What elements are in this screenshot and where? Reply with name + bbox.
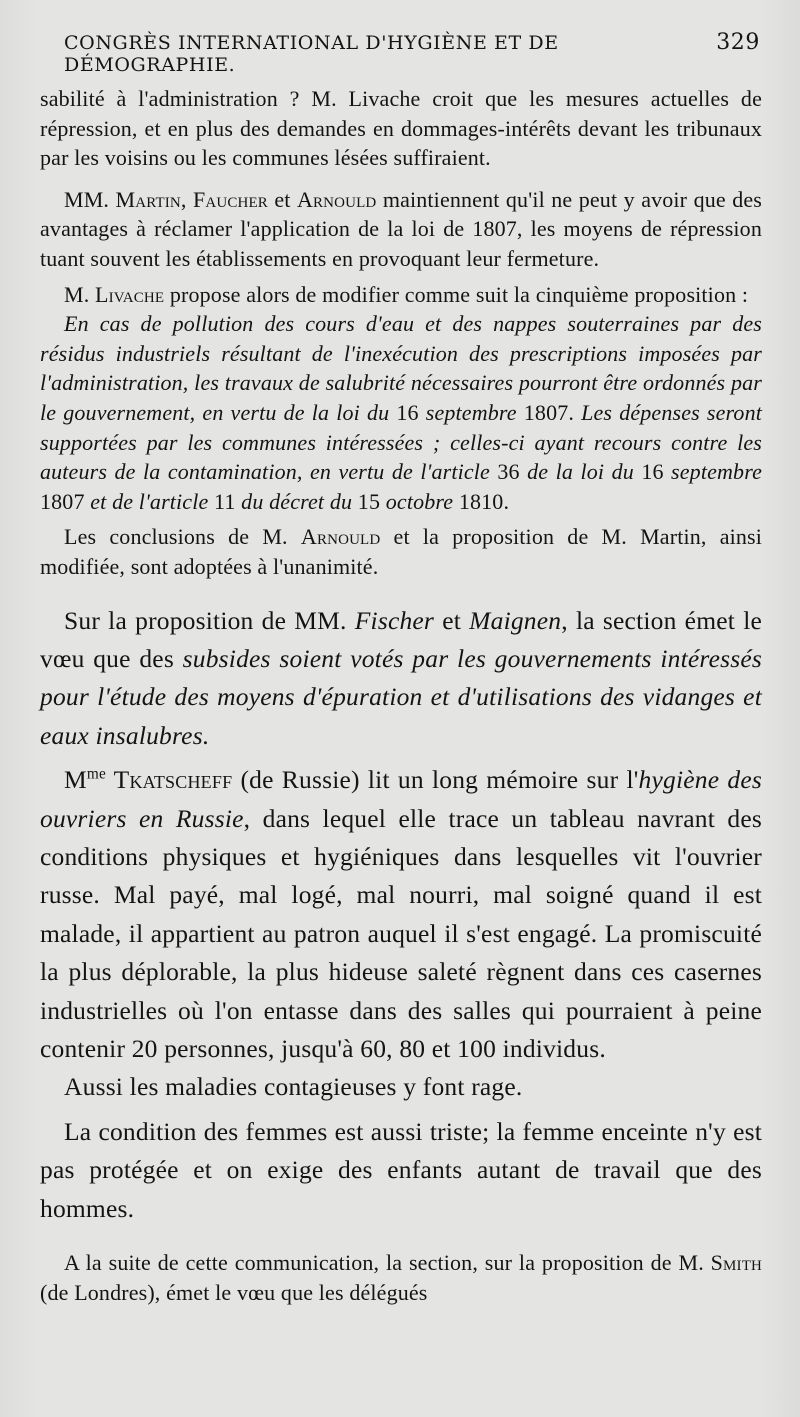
running-title: CONGRÈS INTERNATIONAL D'HYGIÈNE ET DE DÉMOGRAPHIE. bbox=[64, 32, 559, 76]
person-name: Martin bbox=[115, 186, 181, 212]
page-number: 329 bbox=[716, 30, 760, 55]
paragraph-smith-proposal: A la suite de cette communication, la section, sur la proposition de M. Smith (de Londres), émet le vœu que les délégués bbox=[40, 1250, 762, 1305]
paragraph-tkatscheff-memoir: $M^{me}$ Tkatscheff (de Russie) lit un long mémoire sur l'hygiène des ouvriers en Russie, dans lequel elle trace un tableau navrant des conditions physiques et hygiéniques dans lesquelles vit l'ouvrier russe. Mal payé, mal logé, mal nourri, mal soigné quand il est malade, il appartient au patron auquel il s'est engagé. La promiscuité la plus déplorable, la plus hideuse saleté règnent dans ces casernes industrielles où l'on entasse dans des salles qui pourraient à peine contenir 20 personnes, jusqu'à 60, 80 et 100 individus. bbox=[40, 765, 762, 1063]
paragraph-fischer-maignen: Sur la proposition de MM. Fischer et Maignen, la section émet le vœu que des subsides soient votés par les gouvernements intéressés pour l'étude des moyens d'épuration et d'utilisations des vidanges et eaux insalubres. bbox=[40, 605, 762, 750]
paragraph-livache-proposal: M. Livache propose alors de modifier comme suit la cinquième proposition : bbox=[64, 281, 749, 307]
page-header bbox=[40, 30, 762, 76]
small-type-section bbox=[40, 84, 762, 582]
person-name: Smith bbox=[710, 1250, 762, 1275]
paragraph-conclusions-adopted: Les conclusions de M. Arnould et la proposition de M. Martin, ainsi modifiée, sont adoptées à l'unanimité. bbox=[40, 524, 762, 579]
person-name: Faucher bbox=[192, 186, 268, 212]
paragraph-martin-faucher-arnould: MM. Martin, Faucher et Arnould maintiennent qu'il ne peut y avoir que des avantages à réclamer l'application de la loi de 1807, les moyens de répression tuant souvent les établissements en provoquant leur fermeture. bbox=[40, 186, 762, 271]
paragraph-proposition-text: En cas de pollution des cours d'eau et des nappes souterraines par des résidus industriels résultant de l'inexécution des prescriptions imposées par l'administration, les travaux de salubrité nécessaires pourront être ordonnés par le gouvernement, en vertu de la loi du 16 septembre 1807. Les dépenses seront supportées par les communes intéressées ; celles-ci ayant recours contre les auteurs de la contamination, en vertu de l'article 36 de la loi du 16 septembre 1807 et de l'article 11 du décret du 15 octobre 1810. bbox=[40, 311, 763, 514]
person-name: Arnould bbox=[296, 186, 377, 212]
paragraph-contagious-diseases: Aussi les maladies contagieuses y font rage. bbox=[64, 1072, 523, 1102]
paragraph-livache-opinion: sabilité à l'administration ? M. Livache croit que les mesures actuelles de répression, et en plus des demandes en dommages-intérêts devant les tribunaux par les voisins ou les communes lésées suffiraient. bbox=[40, 86, 762, 171]
person-name: Tkatscheff bbox=[105, 765, 233, 795]
large-type-section bbox=[40, 602, 762, 1229]
person-name: Arnould bbox=[300, 524, 381, 550]
paragraph-women-condition: La condition des femmes est aussi triste; la femme enceinte n'y est pas protégée et on exige des enfants autant de travail que des hommes. bbox=[40, 1116, 762, 1223]
person-name: Livache bbox=[95, 281, 165, 307]
small-type-closing bbox=[40, 1248, 762, 1307]
